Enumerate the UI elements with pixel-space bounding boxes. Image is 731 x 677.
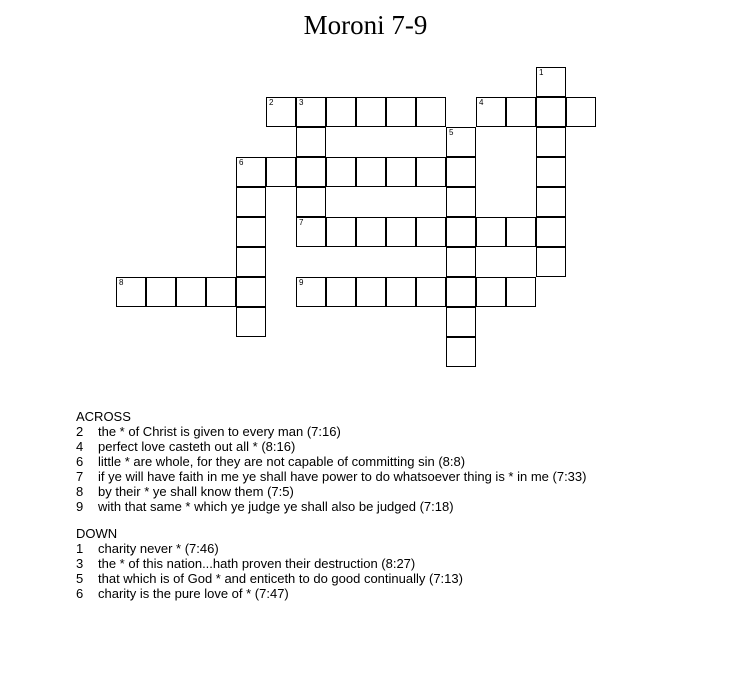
cell-number: 7	[299, 218, 304, 227]
cell-number: 3	[299, 98, 304, 107]
cell-number: 2	[269, 98, 274, 107]
grid-cell[interactable]	[236, 187, 266, 217]
grid-cell[interactable]	[356, 157, 386, 187]
down-clue	[76, 556, 586, 571]
grid-cell[interactable]	[536, 157, 566, 187]
clue-text: with that same * which ye judge ye shall also be judged (7:18)	[98, 499, 454, 514]
grid-cell[interactable]	[236, 277, 266, 307]
clue-number: 7	[76, 469, 84, 484]
clue-number: 6	[76, 454, 84, 469]
grid-cell[interactable]	[236, 157, 266, 187]
down-clues	[76, 541, 586, 601]
grid-cell[interactable]	[236, 247, 266, 277]
grid-cell[interactable]	[386, 217, 416, 247]
grid-cell[interactable]	[536, 127, 566, 157]
clue-number: 2	[76, 424, 84, 439]
clue-list	[76, 409, 586, 601]
grid-cell[interactable]	[536, 67, 566, 97]
grid-cell[interactable]	[296, 187, 326, 217]
grid-cell[interactable]	[536, 187, 566, 217]
grid-cell[interactable]	[266, 97, 296, 127]
grid-cell[interactable]	[296, 97, 326, 127]
down-clue	[76, 571, 586, 586]
grid-cell[interactable]	[296, 277, 326, 307]
clue-text: that which is of God * and enticeth to do good continually (7:13)	[98, 571, 463, 586]
grid-cell[interactable]	[326, 277, 356, 307]
grid-cell[interactable]	[446, 157, 476, 187]
across-clue	[76, 469, 586, 484]
clue-number: 6	[76, 586, 84, 601]
grid-cell[interactable]	[416, 277, 446, 307]
grid-cell[interactable]	[446, 337, 476, 367]
clue-text: if ye will have faith in me ye shall have power to do whatsoever thing is * in me (7:33)	[98, 469, 587, 484]
grid-cell[interactable]	[566, 97, 596, 127]
cell-number: 6	[239, 158, 244, 167]
across-clue	[76, 424, 586, 439]
grid-cell[interactable]	[326, 217, 356, 247]
grid-cell[interactable]	[446, 127, 476, 157]
grid-cell[interactable]	[266, 157, 296, 187]
clue-text: by their * ye shall know them (7:5)	[98, 484, 294, 499]
grid-cell[interactable]	[446, 187, 476, 217]
grid-cell[interactable]	[386, 97, 416, 127]
cell-number: 1	[539, 68, 544, 77]
grid-cell[interactable]	[506, 97, 536, 127]
grid-cell[interactable]	[446, 307, 476, 337]
grid-cell[interactable]	[356, 217, 386, 247]
grid-cell[interactable]	[446, 277, 476, 307]
grid-cell[interactable]	[356, 277, 386, 307]
grid-cell[interactable]	[416, 97, 446, 127]
clue-text: charity is the pure love of * (7:47)	[98, 586, 289, 601]
grid-cell[interactable]	[416, 157, 446, 187]
cell-number: 5	[449, 128, 454, 137]
across-heading: ACROSS	[76, 409, 131, 424]
grid-cell[interactable]	[506, 217, 536, 247]
clue-text: charity never * (7:46)	[98, 541, 219, 556]
across-clue	[76, 499, 586, 514]
down-clue	[76, 586, 586, 601]
grid-cell[interactable]	[386, 277, 416, 307]
grid-cell[interactable]	[476, 97, 506, 127]
grid-cell[interactable]	[206, 277, 236, 307]
grid-cell[interactable]	[146, 277, 176, 307]
grid-cell[interactable]	[296, 127, 326, 157]
grid-cell[interactable]	[296, 157, 326, 187]
grid-cell[interactable]	[536, 247, 566, 277]
grid-cell[interactable]	[296, 217, 326, 247]
clue-number: 4	[76, 439, 84, 454]
grid-cell[interactable]	[236, 307, 266, 337]
across-clue	[76, 454, 586, 469]
cell-number: 4	[479, 98, 484, 107]
clue-number: 1	[76, 541, 84, 556]
grid-cell[interactable]	[536, 217, 566, 247]
grid-cell[interactable]	[506, 277, 536, 307]
grid-cell[interactable]	[326, 97, 356, 127]
across-clues	[76, 424, 586, 514]
cell-number: 8	[119, 278, 124, 287]
grid-cell[interactable]	[536, 97, 566, 127]
down-heading: DOWN	[76, 526, 118, 541]
puzzle-title: Moroni 7-9	[303, 10, 428, 40]
grid-cell[interactable]	[476, 277, 506, 307]
grid-cell[interactable]	[416, 217, 446, 247]
grid-cell[interactable]	[446, 217, 476, 247]
grid-cell[interactable]	[176, 277, 206, 307]
grid-cell[interactable]	[326, 157, 356, 187]
grid-cell[interactable]	[116, 277, 146, 307]
grid-cell[interactable]	[446, 247, 476, 277]
grid-cell[interactable]	[476, 217, 506, 247]
clue-text: the * of this nation...hath proven their destruction (8:27)	[98, 556, 416, 571]
clue-text: perfect love casteth out all * (8:16)	[98, 439, 296, 454]
grid-cell[interactable]	[236, 217, 266, 247]
clue-number: 8	[76, 484, 84, 499]
across-clue	[76, 439, 586, 454]
clue-number: 5	[76, 571, 84, 586]
clue-number: 9	[76, 499, 84, 514]
clue-text: the * of Christ is given to every man (7:16)	[98, 424, 341, 439]
cell-number: 9	[299, 278, 304, 287]
grid-cell[interactable]	[356, 97, 386, 127]
clue-text: little * are whole, for they are not capable of committing sin (8:8)	[98, 454, 466, 469]
down-clue	[76, 541, 586, 556]
across-clue	[76, 484, 586, 499]
grid-cell[interactable]	[386, 157, 416, 187]
clue-number: 3	[76, 556, 84, 571]
